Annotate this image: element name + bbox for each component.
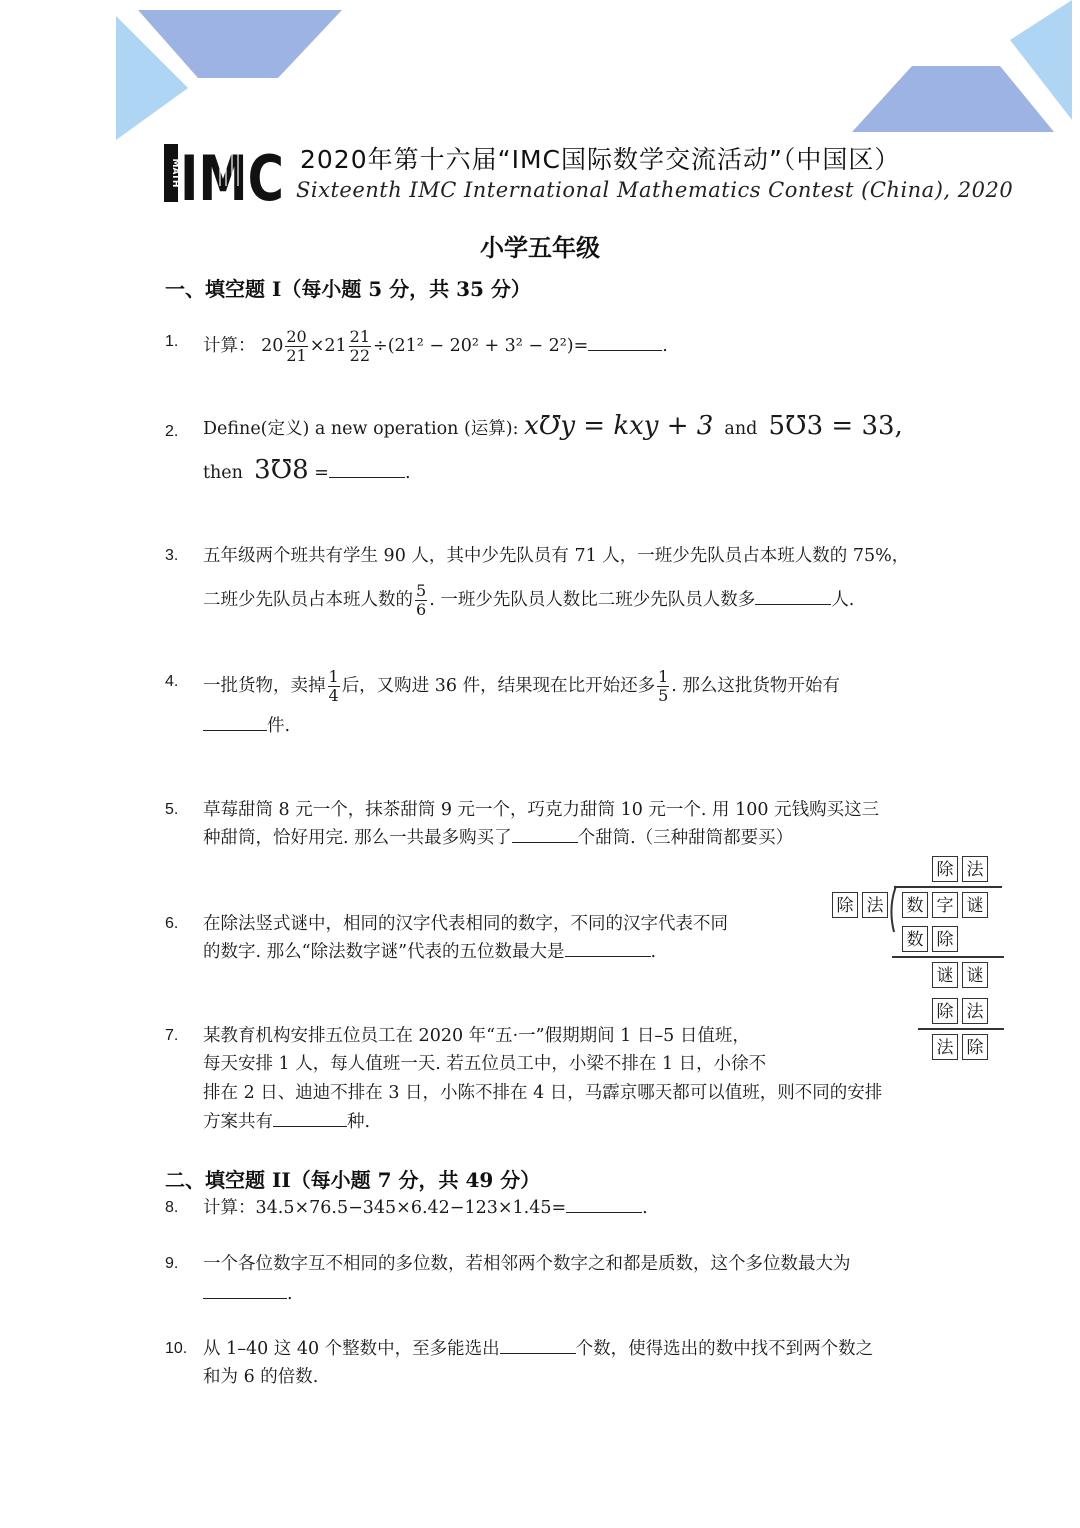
answer-blank[interactable] [755,586,831,605]
question-number: 2. [165,423,179,440]
q3-fraction: $\frac{5}{6}$ [416,581,427,619]
division-puzzle [828,852,1008,1062]
remainder-digit: 谜 [932,962,958,988]
remainder-digit: 谜 [962,962,988,988]
q2-formula-definition: x℧y = kxy + 3 [524,411,714,441]
answer-blank[interactable] [500,1335,576,1354]
q1-prefix: 计算： [203,336,256,356]
answer-blank[interactable] [566,1194,642,1213]
question-number: 7. [165,1027,179,1044]
q1-fraction-1: $\frac{20}{21}$ [286,327,307,365]
remainder-digit: 法 [932,1034,958,1060]
q1-fraction-2: $\frac{21}{22}$ [349,327,371,365]
answer-blank[interactable] [565,938,651,957]
subtrahend-digit: 法 [962,998,988,1024]
q2-formula-ask: 3℧8 [254,455,309,485]
dividend-digit: 字 [932,892,958,918]
question-number: 1. [165,333,179,350]
answer-blank[interactable] [203,712,267,731]
contest-title-en: Sixteenth IMC International Mathematics Contest (China), 2020 [296,178,1014,202]
answer-blank[interactable] [588,332,662,351]
answer-blank[interactable] [203,1280,287,1299]
decor-top-left [110,8,350,148]
q2-text: Define(定义) a new operation (运算): [203,419,519,439]
question-number: 9. [165,1255,179,1272]
quotient-digit: 除 [932,856,958,882]
q1-whole-1: 20 [261,336,284,356]
imc-logo [164,142,284,215]
q3-line-1: 五年级两个班共有学生 90 人，其中少先队员有 71 人，一班少先队员占本班人数的 75%， [203,546,910,566]
answer-blank[interactable] [273,1108,347,1127]
q1-times: × [309,336,325,356]
remainder-digit: 除 [962,1034,988,1060]
answer-blank[interactable] [329,459,405,478]
q1-expression: ÷(21² − 20² + 3² − 2²)= [373,336,589,356]
grade-title: 小学五年级 [480,233,600,262]
q4-fraction-1: $\frac{1}{4}$ [328,667,339,705]
divisor-digit: 除 [832,892,858,918]
answer-blank[interactable] [512,824,578,843]
subtrahend-digit: 数 [902,926,928,952]
question-number: 10. [165,1340,188,1357]
decor-top-right [850,0,1080,140]
logo-side-text: MATH [170,158,180,188]
question-number: 6. [165,915,179,932]
section-1-title: 一、填空题 I（每小题 5 分，共 35 分） [165,277,531,301]
question-number: 8. [165,1199,179,1216]
dividend-digit: 数 [902,892,928,918]
question-number: 3. [165,547,179,564]
q1-whole-2: 21 [324,336,347,356]
dividend-digit: 谜 [962,892,988,918]
division-bracket [886,884,902,934]
q4-fraction-2: $\frac{1}{5}$ [658,667,669,705]
section-2-title: 二、填空题 II（每小题 7 分，共 49 分） [165,1168,541,1192]
quotient-digit: 法 [962,856,988,882]
logo-text: IMC [180,142,284,215]
contest-title-cn: 2020年第十六届“IMC国际数学交流活动”（中国区） [300,145,901,174]
subtrahend-digit: 除 [932,926,958,952]
q2-formula-given: 5℧3 = 33, [768,411,903,441]
question-number: 4. [165,673,179,690]
subtrahend-digit: 除 [932,998,958,1024]
question-number: 5. [165,801,179,818]
divisor-digit: 法 [862,892,888,918]
